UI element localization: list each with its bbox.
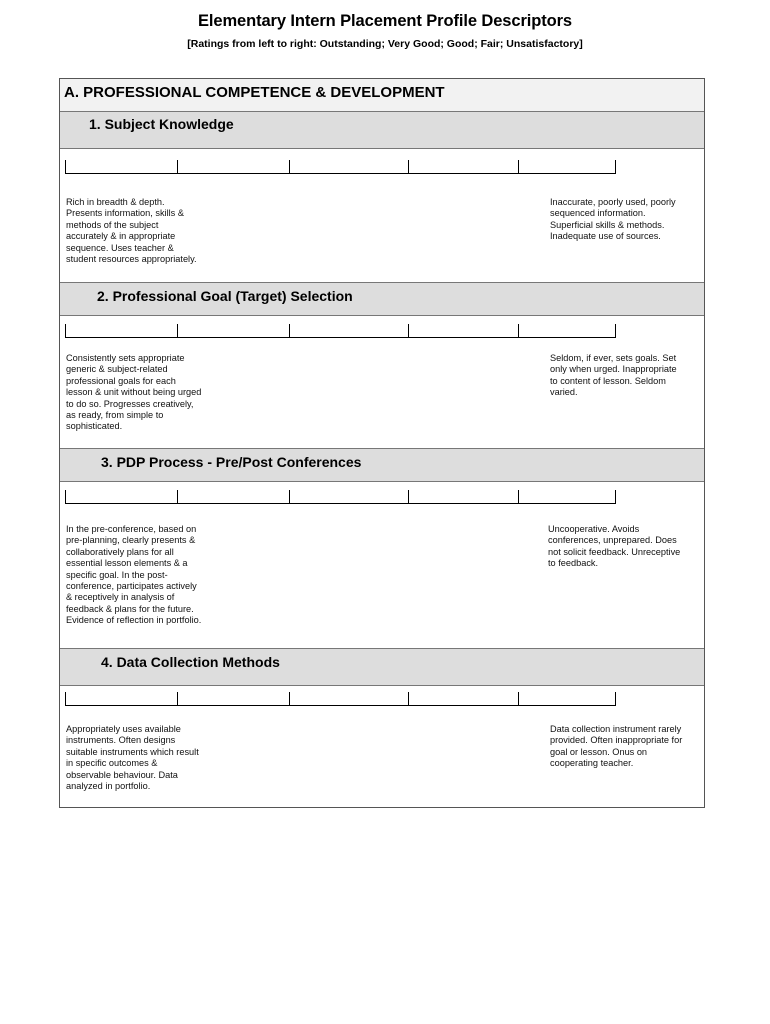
descriptor-unsatisfactory: Data collection instrument rarely provided. Often inappropriate for goal or lesson. Onus on cooperating teacher. (550, 724, 683, 769)
rating-unsatisfactory[interactable] (519, 692, 615, 706)
rating-good[interactable] (290, 490, 408, 504)
rating-outstanding[interactable] (66, 160, 177, 174)
rating-fair[interactable] (409, 692, 518, 706)
scale-tick (615, 160, 616, 174)
descriptor-outstanding: Rich in breadth & depth. Presents information, skills & methods of the subject accurately & in appropriate sequence. Uses teacher & student resources appropriately. (66, 197, 197, 265)
descriptor-outstanding: In the pre-conference, based on pre-planning, clearly presents & collaboratively plans for all essential lesson elements & a specific goal. In the post- conference, participates actively & receptively in analysis of feedback & plans for the future. Evidence of reflection in portfolio. (66, 524, 202, 626)
rating-fair[interactable] (409, 324, 518, 338)
rating-good[interactable] (290, 692, 408, 706)
descriptor-outstanding: Consistently sets appropriate generic & subject-related professional goals for each lesson & unit without being urged to do so. Progresses creatively, as ready, from simple to sophisticated. (66, 353, 202, 432)
rating-very-good[interactable] (178, 490, 289, 504)
scale-tick (615, 692, 616, 706)
rating-unsatisfactory[interactable] (519, 160, 615, 174)
rating-outstanding[interactable] (66, 692, 177, 706)
rating-very-good[interactable] (178, 160, 289, 174)
page-title: Elementary Intern Placement Profile Descriptors (197, 12, 573, 30)
rating-fair[interactable] (409, 490, 518, 504)
rating-good[interactable] (290, 324, 408, 338)
rating-scale[interactable] (65, 490, 625, 506)
rating-outstanding[interactable] (66, 324, 177, 338)
rating-scale[interactable] (65, 324, 625, 340)
rating-good[interactable] (290, 160, 408, 174)
rating-unsatisfactory[interactable] (519, 490, 615, 504)
descriptor-outstanding: Appropriately uses available instruments. Often designs suitable instruments which result in specific outcomes & observable behaviour. Data analyzed in portfolio. (66, 724, 199, 792)
section-header (60, 79, 704, 112)
scale-tick (615, 490, 616, 504)
criterion-header (60, 648, 704, 686)
criterion-title: 3. PDP Process - Pre/Post Conferences (101, 454, 362, 470)
descriptor-unsatisfactory: Inaccurate, poorly used, poorly sequenced information. Superficial skills & methods. Inadequate use of sources. (550, 197, 676, 242)
rating-very-good[interactable] (178, 324, 289, 338)
rating-very-good[interactable] (178, 692, 289, 706)
descriptor-unsatisfactory: Seldom, if ever, sets goals. Set only when urged. Inappropriate to content of lesson. Seldom varied. (550, 353, 677, 398)
rating-scale[interactable] (65, 692, 625, 708)
rating-unsatisfactory[interactable] (519, 324, 615, 338)
descriptor-unsatisfactory: Uncooperative. Avoids conferences, unprepared. Does not solicit feedback. Unreceptive to feedback. (548, 524, 681, 569)
section-title: A. PROFESSIONAL COMPETENCE & DEVELOPMENT (64, 84, 445, 101)
rating-scale-note: [Ratings from left to right: Outstanding; Very Good; Good; Fair; Unsatisfactory] (187, 38, 583, 50)
rating-scale[interactable] (65, 160, 625, 176)
criterion-title: 4. Data Collection Methods (101, 654, 280, 670)
profile-form (59, 78, 705, 808)
rating-outstanding[interactable] (66, 490, 177, 504)
criterion-header (60, 282, 704, 316)
scale-tick (615, 324, 616, 338)
criterion-title: 2. Professional Goal (Target) Selection (97, 288, 353, 304)
criterion-header (60, 448, 704, 482)
criterion-title: 1. Subject Knowledge (89, 116, 234, 132)
criterion-header (60, 111, 704, 149)
rating-fair[interactable] (409, 160, 518, 174)
